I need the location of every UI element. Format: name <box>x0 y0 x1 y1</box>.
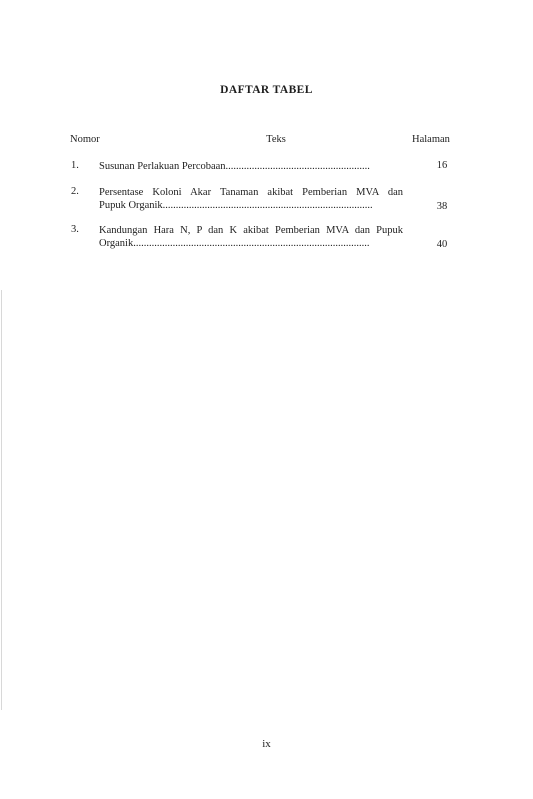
entry-text <box>99 186 403 212</box>
entry-page-number: 16 <box>436 160 448 171</box>
entry-page-number: 40 <box>436 239 448 250</box>
column-header-nomor: Nomor <box>70 134 100 145</box>
entry-text-line: Persentase Koloni Akar Tanaman akibat Pemberian MVA dan <box>99 187 403 198</box>
entry-number: 2. <box>71 186 79 197</box>
entry-text-line: Susunan Perlakuan Percobaan....................................................... <box>99 161 370 172</box>
column-header-halaman: Halaman <box>412 134 450 145</box>
page-title: DAFTAR TABEL <box>220 84 313 96</box>
entry-number: 3. <box>71 224 79 235</box>
entry-text-line: Organik.......................................................................................... <box>99 238 370 249</box>
entry-text-line: Kandungan Hara N, P dan K akibat Pemberian MVA dan Pupuk <box>99 225 403 236</box>
entry-text <box>99 160 403 173</box>
entry-text-line: Pupuk Organik................................................................................ <box>99 200 373 211</box>
entry-text <box>99 224 403 250</box>
footer-page-number: ix <box>262 738 271 750</box>
entry-number: 1. <box>71 160 79 171</box>
entry-page-number: 38 <box>436 201 448 212</box>
column-header-teks: Teks <box>266 134 286 145</box>
scan-edge-line <box>1 290 2 710</box>
